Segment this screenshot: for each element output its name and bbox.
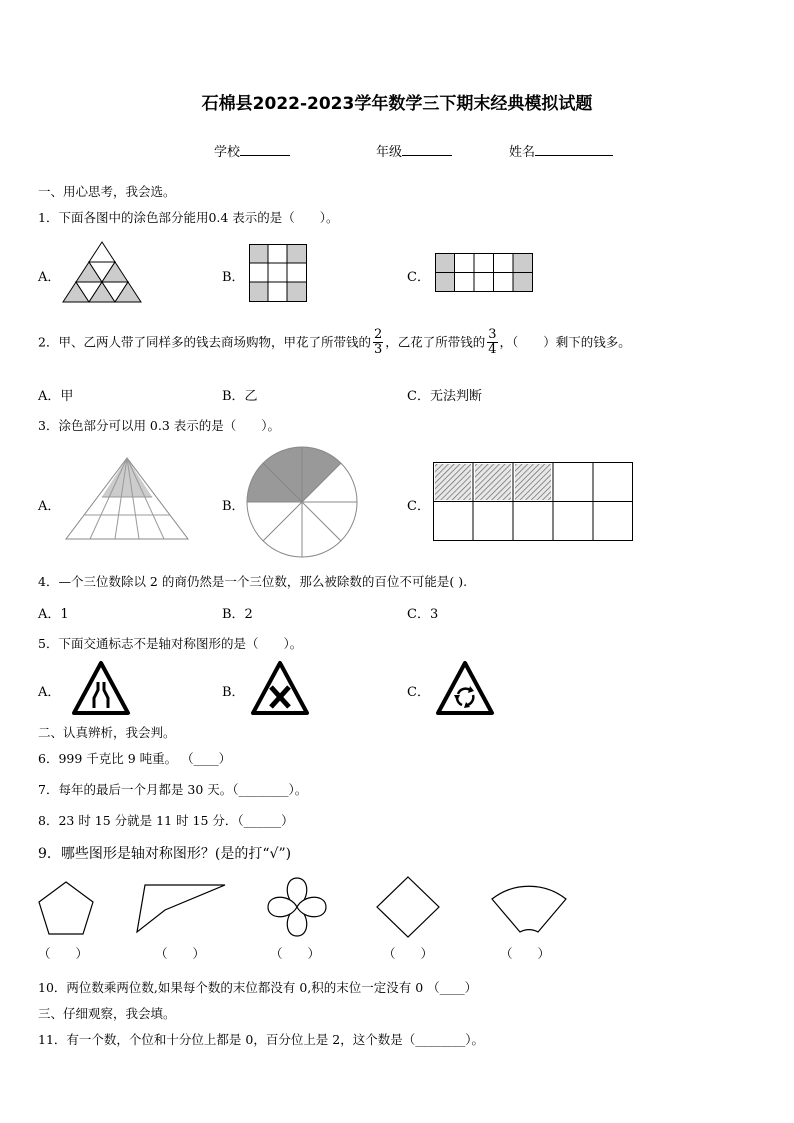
- q3-option-b[interactable]: B．: [222, 499, 245, 514]
- q2-frac1-denominator: 3: [373, 342, 383, 357]
- name-blank[interactable]: [535, 142, 613, 156]
- q2-fraction-2: [487, 328, 497, 357]
- question-5: 5．下面交通标志不是轴对称图形的是（ ）。: [38, 636, 303, 651]
- q2-option-b[interactable]: B．乙: [222, 389, 258, 404]
- q2-fraction-1: [373, 328, 383, 357]
- section-1-heading: 一、用心思考，我会选。: [38, 184, 176, 199]
- q2-text-part1: 2．甲、乙两人带了同样多的钱去商场购物，甲花了所带钱的: [38, 334, 371, 350]
- name-field[interactable]: [509, 141, 613, 160]
- school-blank[interactable]: [240, 142, 290, 156]
- name-label: 姓名: [509, 145, 536, 160]
- q2-frac2-numerator: 3: [488, 327, 497, 342]
- question-10: 10．两位数乘两位数,如果每个数的末位都没有 0,积的末位一定没有 0 （____）: [38, 980, 478, 995]
- q3-triangle-figure: [65, 457, 195, 541]
- q4-option-a[interactable]: A．1: [38, 607, 69, 622]
- q1-triangle-figure: [62, 240, 142, 306]
- q1-rect-grid-figure: [435, 253, 533, 293]
- four-leaf-shape: [266, 876, 328, 938]
- q2-frac2-denominator: 4: [488, 342, 497, 357]
- q9-answer-2[interactable]: （ ）: [155, 946, 206, 961]
- pentagon-shape: [36, 880, 96, 936]
- section-2-heading: 二、认真辨析，我会判。: [38, 725, 176, 740]
- q9-answer-4[interactable]: （ ）: [383, 946, 434, 961]
- question-1: 1．下面各图中的涂色部分能用0.4 表示的是（ ）。: [38, 210, 339, 225]
- q2-option-c[interactable]: C．无法判断: [407, 389, 482, 404]
- question-6: 6．999 千克比 9 吨重。 （____）: [38, 751, 232, 766]
- question-3: 3．涂色部分可以用 0.3 表示的是（ ）。: [38, 418, 281, 433]
- q3-option-a[interactable]: A．: [38, 499, 61, 514]
- q2-frac1-numerator: 2: [373, 327, 383, 342]
- q5-option-a[interactable]: A．: [38, 685, 61, 700]
- fan-shape: [490, 876, 568, 936]
- question-2: [38, 328, 631, 357]
- q1-option-a[interactable]: A．: [38, 270, 61, 285]
- question-9: 9．哪些图形是轴对称图形？(是的打“√”): [38, 846, 292, 862]
- q3-option-c[interactable]: C．: [407, 499, 430, 514]
- q2-text-part3: ，（ ）剩下的钱多。: [499, 334, 631, 350]
- roundabout-sign-icon: [435, 660, 495, 716]
- q3-circle-figure: [246, 446, 358, 558]
- school-field[interactable]: [214, 141, 290, 160]
- school-label: 学校: [214, 145, 241, 160]
- q4-option-c[interactable]: C．3: [407, 607, 439, 622]
- q5-option-b[interactable]: B．: [222, 685, 245, 700]
- quadrilateral-shape: [135, 880, 227, 936]
- crossing-sign-icon: [250, 660, 310, 716]
- q1-option-b[interactable]: B．: [222, 270, 245, 285]
- q3-grid-figure: [433, 462, 634, 542]
- question-8: 8．23 时 15 分就是 11 时 15 分．（______）: [38, 813, 294, 828]
- q5-option-c[interactable]: C．: [407, 685, 430, 700]
- grade-field[interactable]: [376, 141, 452, 160]
- grade-blank[interactable]: [402, 142, 452, 156]
- question-7: 7．每年的最后一个月都是 30 天。（________）。: [38, 782, 308, 797]
- q1-option-c[interactable]: C．: [407, 270, 430, 285]
- q2-option-a[interactable]: A．甲: [38, 389, 74, 404]
- q4-option-b[interactable]: B．2: [222, 607, 253, 622]
- page-title: 石棉县2022-2023学年数学三下期末经典模拟试题: [201, 94, 593, 114]
- q1-grid-figure: [249, 244, 307, 302]
- grade-label: 年级: [376, 145, 403, 160]
- road-narrows-sign-icon: [71, 660, 131, 716]
- question-4: 4．—个三位数除以 2 的商仍然是一个三位数，那么被除数的百位不可能是( ).: [38, 574, 468, 589]
- section-3-heading: 三、仔细观察，我会填。: [38, 1006, 176, 1021]
- q2-text-part2: ，乙花了所带钱的: [385, 334, 486, 350]
- q9-answer-1[interactable]: （ ）: [38, 946, 89, 961]
- question-11: 11．有一个数，个位和十分位上都是 0，百分位上是 2，这个数是（________）。: [38, 1032, 485, 1047]
- diamond-shape: [376, 876, 440, 938]
- q9-answer-3[interactable]: （ ）: [270, 946, 321, 961]
- q9-answer-5[interactable]: （ ）: [500, 946, 551, 961]
